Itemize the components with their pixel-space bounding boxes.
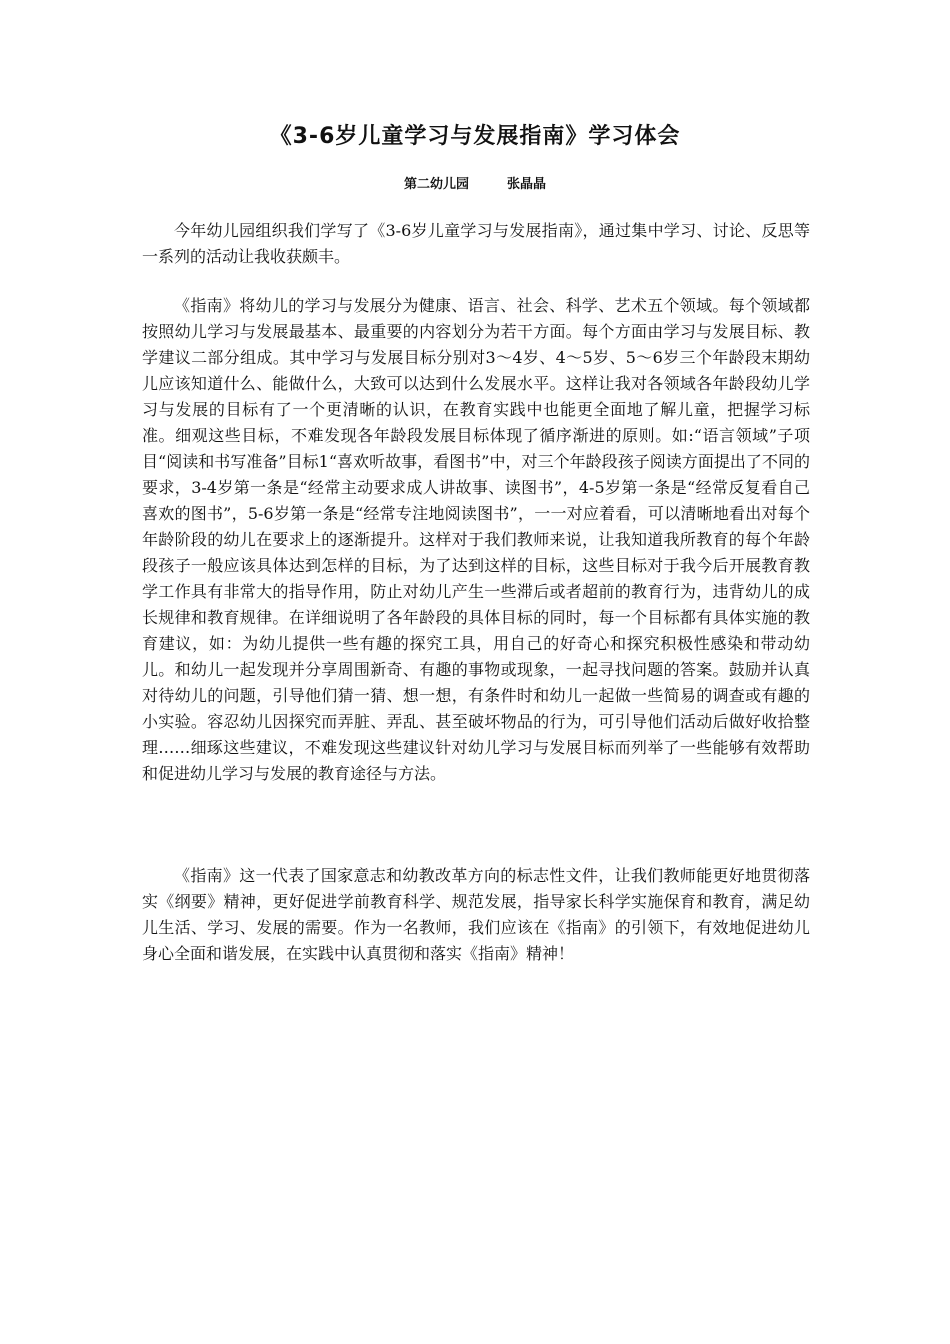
document-title: 《3-6岁儿童学习与发展指南》学习体会 (269, 124, 681, 149)
paragraph-block-1 (142, 218, 810, 270)
byline (0, 175, 950, 195)
paragraph-block-3 (142, 863, 810, 967)
paragraph-intro: 今年幼儿园组织我们学写了《3-6岁儿童学习与发展指南》，通过集中学习、讨论、反思等一系列的活动让我收获颇丰。 (142, 221, 810, 266)
paragraph-main: 《指南》将幼儿的学习与发展分为健康、语言、社会、科学、艺术五个领域。每个领域都按照幼儿学习与发展最基本、最重要的内容划分为若干方面。每个方面由学习与发展目标、教学建议二部分组成。其中学习与发展目标分别对3～4岁、4～5岁、5～6岁三个年龄段末期幼儿应该知道什么、能做什么，大致可以达到什么发展水平。这样让我对各领域各年龄段幼儿学习与发展的目标有了一个更清晰的认识，在教育实践中也能更全面地了解儿童，把握学习标准。细观这些目标，不难发现各年龄段发展目标体现了循序渐进的原则。如:“语言领域”子项目“阅读和书写准备”目标1“喜欢听故事，看图书”中，对三个年龄段孩子阅读方面提出了不同的要求，3-4岁第一条是“经常主动要求成人讲故事、读图书”，4-5岁第一条是“经常反复看自己喜欢的图书”，5-6岁第一条是“经常专注地阅读图书”，一一对应着看，可以清晰地看出对每个年龄阶段的幼儿在要求上的逐渐提升。这样对于我们教师来说，让我知道我所教育的每个年龄段孩子一般应该具体达到怎样的目标，为了达到这样的目标，这些目标对于我今后开展教育教学工作具有非常大的指导作用，防止对幼儿产生一些滞后或者超前的教育行为，违背幼儿的成长规律和教育规律。在详细说明了各年龄段的具体目标的同时，每一个目标都有具体实施的教育建议，如：为幼儿提供一些有趣的探究工具，用自己的好奇心和探究积极性感染和带动幼儿。和幼儿一起发现并分享周围新奇、有趣的事物或现象，一起寻找问题的答案。鼓励并认真对待幼儿的问题，引导他们猜一猜、想一想，有条件时和幼儿一起做一些简易的调查或有趣的小实验。容忍幼儿因探究而弄脏、弄乱、甚至破坏物品的行为，可引导他们活动后做好收拾整理……细琢这些建议，不难发现这些建议针对幼儿学习与发展目标而列举了一些能够有效帮助和促进幼儿学习与发展的教育途径与方法。 (142, 296, 810, 783)
school-name: 第二幼儿园 (403, 177, 469, 192)
paragraph-block-2 (142, 293, 810, 787)
author-name: 张晶晶 (507, 177, 547, 192)
paragraph-conclusion: 《指南》这一代表了国家意志和幼教改革方向的标志性文件，让我们教师能更好地贯彻落实《纲要》精神，更好促进学前教育科学、规范发展，指导家长科学实施保育和教育，满足幼儿生活、学习、发展的需要。作为一名教师，我们应该在《指南》的引领下，有效地促进幼儿身心全面和谐发展，在实践中认真贯彻和落实《指南》精神！ (142, 866, 810, 963)
